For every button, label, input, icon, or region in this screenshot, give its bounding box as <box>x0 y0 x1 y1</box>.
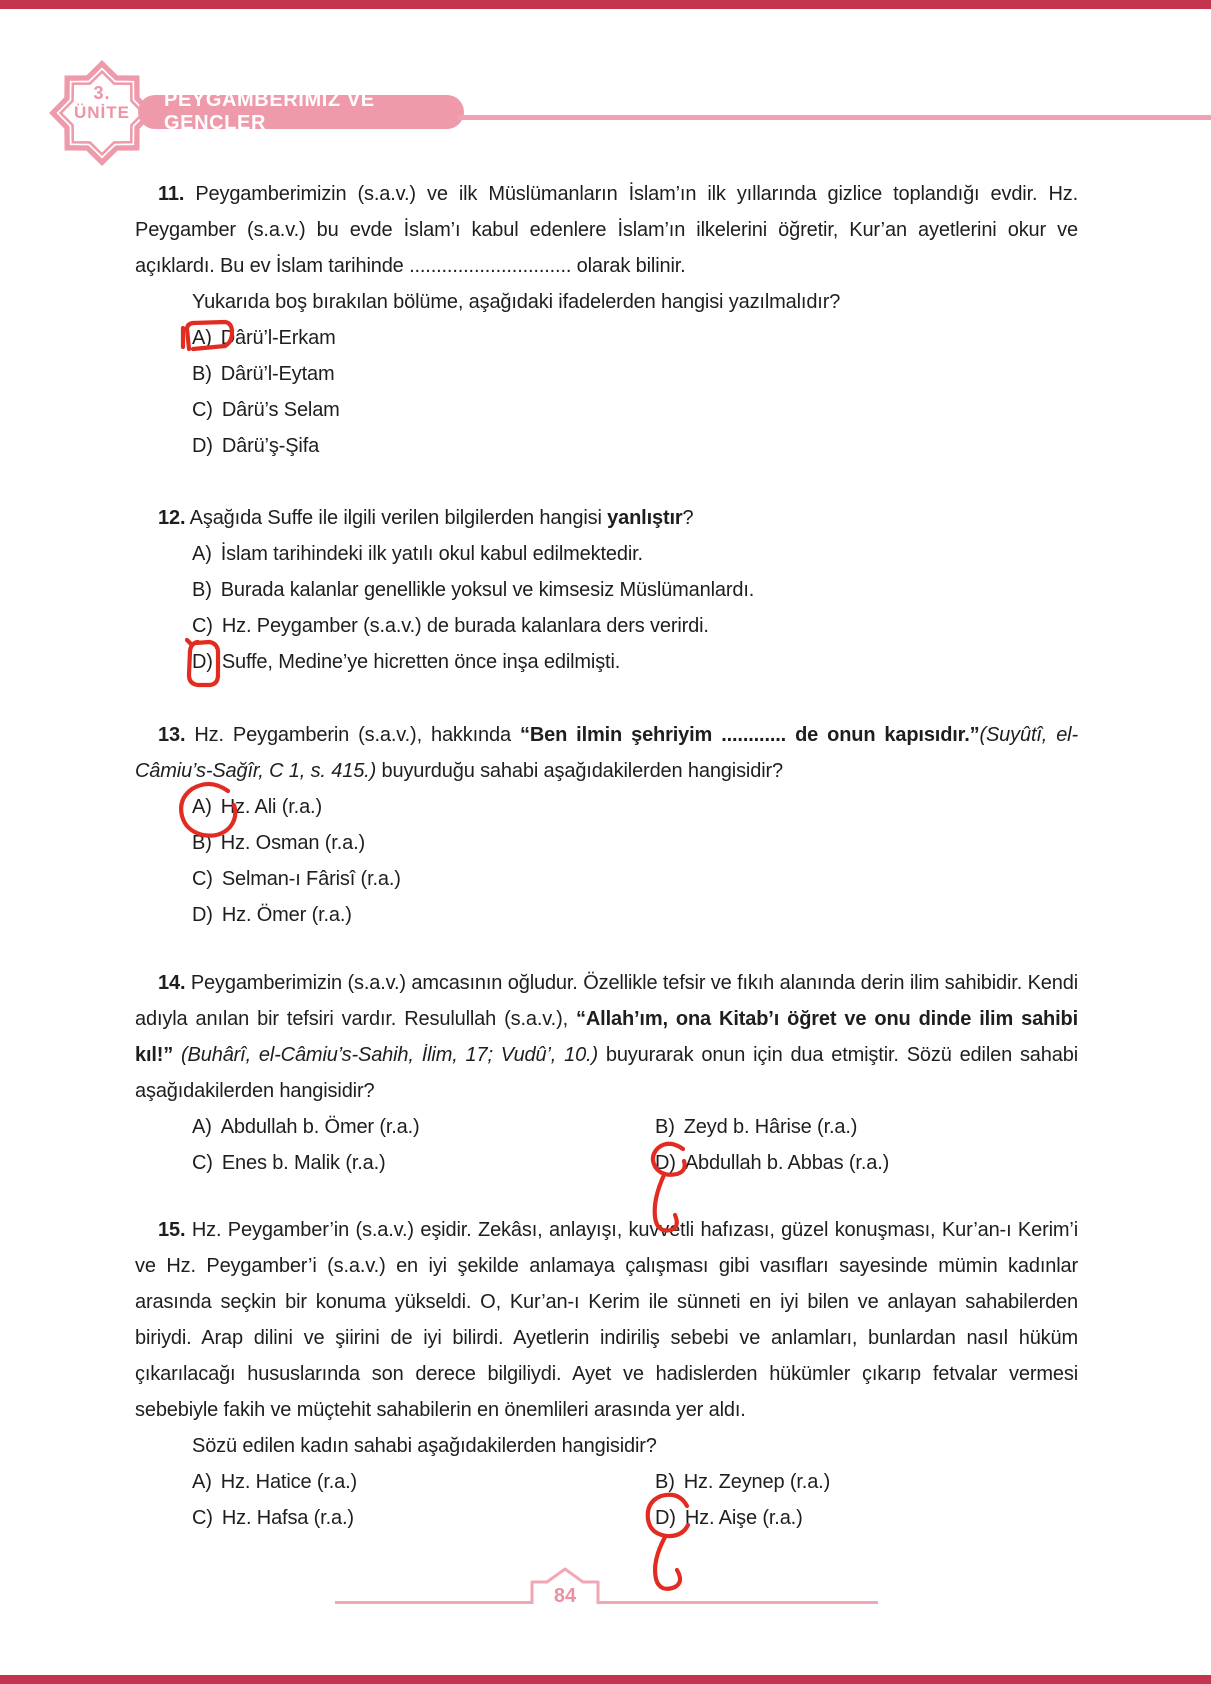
option-text: Dârü’s Selam <box>221 399 340 421</box>
option-text: Hz. Aişe (r.a.) <box>684 1507 803 1529</box>
option-text: Abdullah b. Ömer (r.a.) <box>220 1116 420 1138</box>
option-row-d <box>192 644 1078 680</box>
option-label: A) <box>192 543 212 565</box>
option-row-c <box>192 608 1078 644</box>
stem-text: Peygamberimizin (s.a.v.) amcasının oğludur. Özellikle tefsir ve fıkıh alanında derin ilim sahibidir. Kendi adıyla anılan bir tefsiri vardır. Resulullah (s.a.v.), <box>135 972 1078 1030</box>
option-label: C) <box>192 1507 213 1529</box>
option-label: A) <box>192 796 212 818</box>
question-prompt: Sözü edilen kadın sahabi aşağıdakilerden hangisidir? <box>192 1435 657 1457</box>
option-label: D) <box>655 1152 676 1174</box>
option-text: Burada kalanlar genellikle yoksul ve kimsesiz Müslümanlardı. <box>220 579 755 601</box>
question-prompt: Yukarıda boş bırakılan bölüme, aşağıdaki ifadelerden hangisi yazılmalıdır? <box>192 291 841 313</box>
page-number: 84 <box>553 1585 577 1607</box>
option-text: Dârü’ş-Şifa <box>221 435 320 457</box>
option-b <box>655 1109 857 1145</box>
option-row-cd <box>192 1145 1078 1181</box>
question-stem <box>135 965 1078 1109</box>
option-label: A) <box>192 1471 212 1493</box>
option-text: Abdullah b. Abbas (r.a.) <box>684 1152 890 1174</box>
option-row-a <box>192 789 1078 825</box>
option-label: B) <box>655 1471 675 1493</box>
option-label: B) <box>192 363 212 385</box>
option-label: C) <box>192 1152 213 1174</box>
option-row-d <box>192 897 1078 933</box>
option-label: D) <box>655 1507 676 1529</box>
option-row-b <box>192 572 1078 608</box>
chapter-title: PEYGAMBERİMİZ VE GENÇLER <box>164 89 375 134</box>
bottom-edge-bar <box>0 1675 1211 1684</box>
option-text: Suffe, Medine’ye hicretten önce inşa edilmişti. <box>221 651 621 673</box>
question-stem <box>135 1212 1078 1428</box>
question-number: 13. <box>158 724 186 746</box>
option-text: Enes b. Malik (r.a.) <box>221 1152 386 1174</box>
unit-number: 3. <box>93 83 111 103</box>
option-label: B) <box>655 1116 675 1138</box>
option-row-a <box>192 536 1078 572</box>
option-row-b <box>192 356 1078 392</box>
option-text: Hz. Ali (r.a.) <box>220 796 322 818</box>
option-text: Selman-ı Fârisî (r.a.) <box>221 868 401 890</box>
question-11 <box>135 176 1078 464</box>
question-14 <box>135 965 1078 1181</box>
option-row-ab <box>192 1109 1078 1145</box>
stem-text: Peygamberimizin (s.a.v.) ve ilk Müslümanların İslam’ın ilk yıllarında gizlice toplandığı evdir. Hz. Peygamber (s.a.v.) bu evde İslam’ı kabul edenlere İslam’ın ilkelerini öğretir, Kur’an ayetlerini okur ve açıklardı. Bu ev İslam tarihinde .............................. olarak bilinir. <box>135 183 1078 277</box>
question-13 <box>135 717 1078 933</box>
option-label: C) <box>192 615 213 637</box>
option-row-d <box>192 428 1078 464</box>
option-row-c <box>192 861 1078 897</box>
stem-text: Hz. Peygamberin (s.a.v.), hakkında <box>194 724 520 746</box>
option-text: Zeyd b. Hârise (r.a.) <box>683 1116 858 1138</box>
stem-text: buyurarak onun için dua etmiştir. Sözü edilen sahabi aşağıdakilerden hangisidir? <box>135 1044 1078 1102</box>
option-text: Dârü’l-Eytam <box>220 363 335 385</box>
option-row-cd <box>192 1500 1078 1536</box>
stem-citation: (Buhârî, el-Câmiu’s-Sahih, İlim, 17; Vudû’, 10.) <box>173 1044 598 1066</box>
option-text: Hz. Zeynep (r.a.) <box>683 1471 831 1493</box>
question-stem <box>135 176 1078 284</box>
stem-text: Hz. Peygamber’in (s.a.v.) eşidir. Zekâsı, anlayışı, kuvvetli hafızası, güzel konuşması, Kur’an-ı Kerim’i ve Hz. Peygamber’i (s.a.v.) en iyi şekilde anlamaya çalışması gibi vasıfları sayesinde mümin kadınlar arasında seçkin bir konuma yükseldi. O, Kur’an-ı Kerim ile sünneti en iyi bilen ve anlayan sahabilerden biriydi. Arap dilini ve şiirini de iyi bilirdi. Ayetlerin indiriliş sebebi ve anlamları, bunlardan nasıl hüküm çıkarılacağı hususlarında son derece bilgiliydi. Ayet ve hadislerden hükümler çıkarıp fetvalar vermesi sebebiyle fakih ve müçtehit sahabilerin en önemlileri arasında yer aldı. <box>135 1219 1078 1421</box>
question-stem <box>135 717 1078 789</box>
stem-text: buyurduğu sahabi aşağıdakilerden hangisidir? <box>376 760 783 782</box>
option-d <box>655 1500 803 1536</box>
footer-rule-right <box>597 1601 878 1604</box>
option-label: A) <box>192 327 212 349</box>
option-label: D) <box>192 651 213 673</box>
option-label: D) <box>192 435 213 457</box>
footer-rule-left <box>335 1601 533 1604</box>
option-text: Dârü’l-Erkam <box>220 327 336 349</box>
question-12 <box>135 500 1078 680</box>
chapter-header <box>138 89 464 134</box>
stem-bold-text: yanlıştır <box>607 507 683 529</box>
stem-text: ? <box>682 507 694 529</box>
stem-bold-text: “Allah’ım, ona Kitab’ı öğret ve onu dinde ilim sahibi kıl!” <box>135 1008 1079 1066</box>
option-label: C) <box>192 868 213 890</box>
option-text: Hz. Hatice (r.a.) <box>220 1471 358 1493</box>
option-text: Hz. Hafsa (r.a.) <box>221 1507 354 1529</box>
unit-label: ÜNİTE <box>74 102 130 122</box>
option-text: İslam tarihindeki ilk yatılı okul kabul edilmektedir. <box>220 543 643 565</box>
question-number: 15. <box>158 1219 186 1241</box>
option-d <box>655 1145 889 1181</box>
option-row-a <box>192 320 1078 356</box>
option-b <box>655 1464 830 1500</box>
stem-bold-text: “Ben ilmin şehriyim ............ de onun kapısıdır.” <box>519 724 980 746</box>
question-15 <box>135 1212 1078 1536</box>
option-label: D) <box>192 904 213 926</box>
stem-citation: (Suyûtî, el-Câmiu’s-Sağîr, C 1, s. 415.) <box>135 724 1078 782</box>
top-edge-bar <box>0 0 1211 9</box>
option-text: Hz. Osman (r.a.) <box>220 832 365 854</box>
stem-text: Aşağıda Suffe ile ilgili verilen bilgilerden hangisi <box>189 507 608 529</box>
question-number: 12. <box>158 507 186 529</box>
option-label: C) <box>192 399 213 421</box>
question-number: 11. <box>158 183 185 205</box>
option-row-ab <box>192 1464 1078 1500</box>
option-label: B) <box>192 832 212 854</box>
option-row-b <box>192 825 1078 861</box>
option-text: Hz. Peygamber (s.a.v.) de burada kalanlara ders verirdi. <box>221 615 709 637</box>
option-label: B) <box>192 579 212 601</box>
header-rule <box>458 115 1211 120</box>
question-number: 14. <box>158 972 186 994</box>
option-text: Hz. Ömer (r.a.) <box>221 904 352 926</box>
question-stem <box>135 500 1078 536</box>
option-row-c <box>192 392 1078 428</box>
option-label: A) <box>192 1116 212 1138</box>
